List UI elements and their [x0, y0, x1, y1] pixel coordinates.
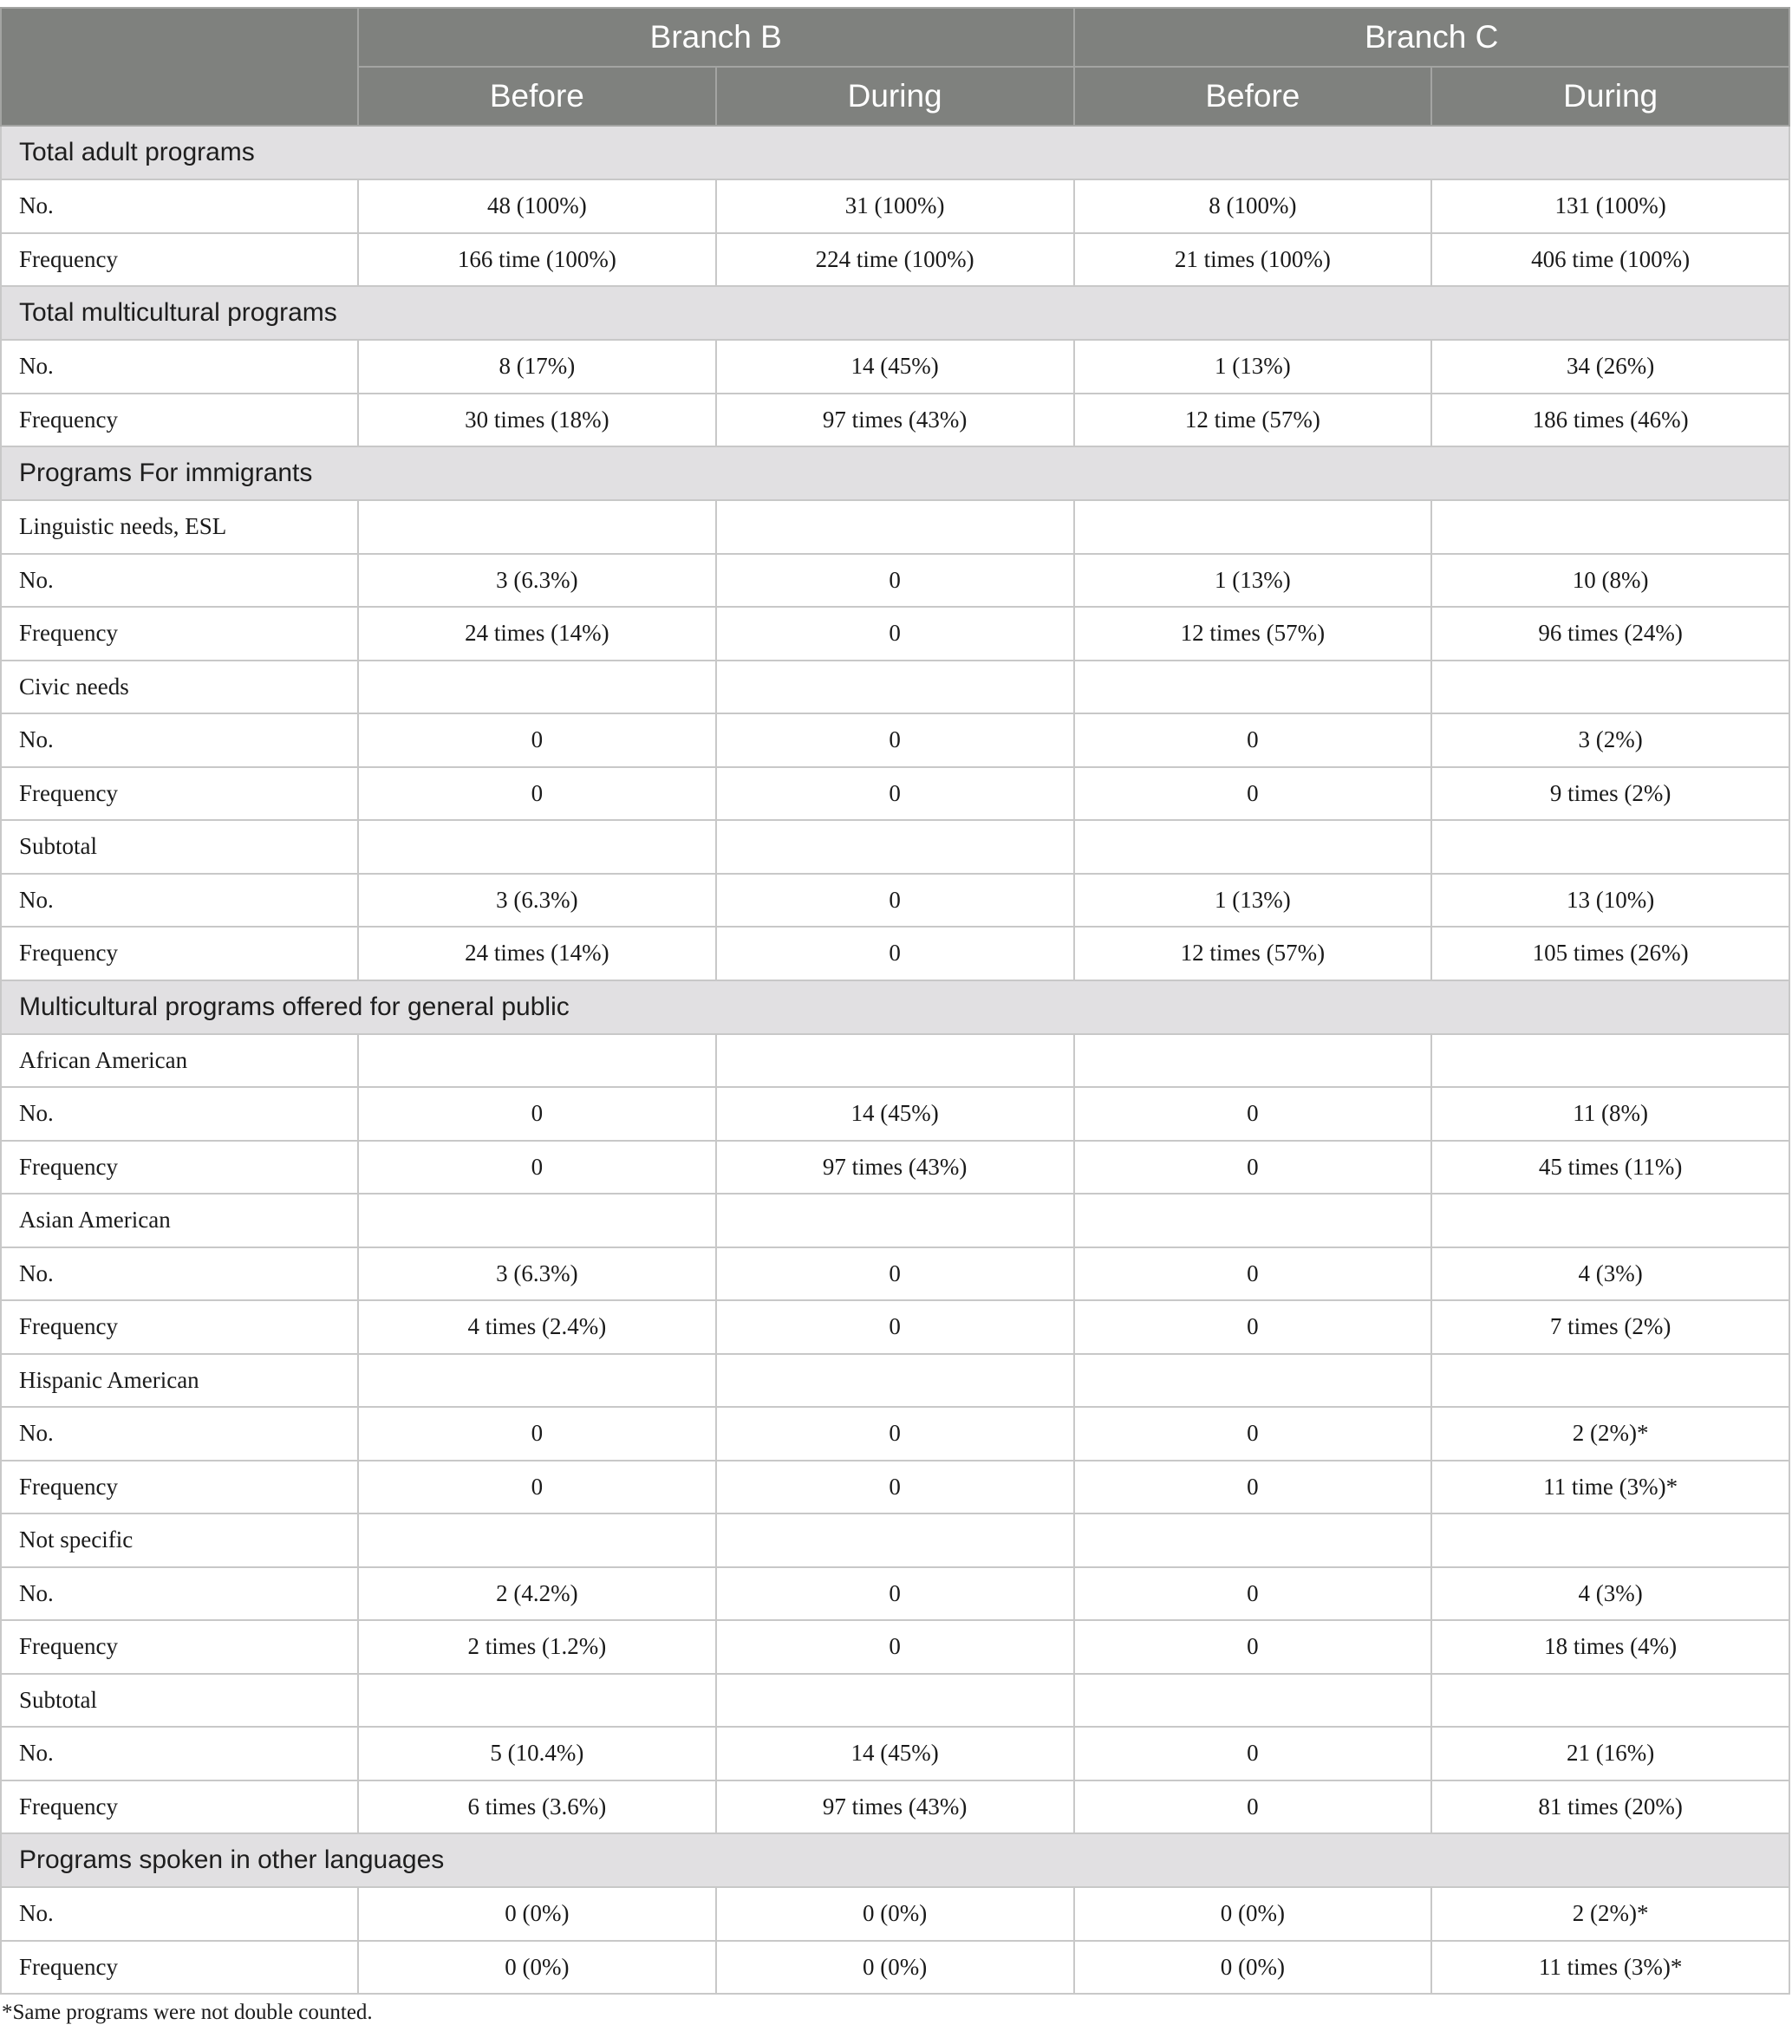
value-cell: 0	[1074, 1780, 1432, 1834]
value-cell	[1074, 1034, 1432, 1088]
value-cell	[716, 1513, 1074, 1567]
value-cell: 0 (0%)	[358, 1887, 716, 1941]
value-cell: 0	[716, 874, 1074, 928]
value-cell: 6 times (3.6%)	[358, 1780, 716, 1834]
value-cell: 0	[1074, 1141, 1432, 1195]
value-cell: 0	[1074, 1620, 1432, 1674]
value-cell	[1431, 500, 1789, 554]
table-row	[1, 874, 1789, 928]
table-row	[1, 340, 1789, 394]
value-cell: 0	[358, 1087, 716, 1141]
table-row	[1, 1087, 1789, 1141]
section-label: Multicultural programs offered for general public	[1, 980, 1789, 1034]
value-cell: 0	[716, 1620, 1074, 1674]
subcategory-label: Asian American	[1, 1194, 358, 1247]
row-label: Frequency	[1, 1300, 358, 1354]
row-label: Frequency	[1, 927, 358, 980]
value-cell: 97 times (43%)	[716, 1141, 1074, 1195]
table-row	[1, 233, 1789, 287]
table-row	[1, 1620, 1789, 1674]
value-cell: 9 times (2%)	[1431, 767, 1789, 821]
value-cell: 224 time (100%)	[716, 233, 1074, 287]
value-cell	[716, 820, 1074, 874]
value-cell	[358, 1194, 716, 1247]
subcategory-row	[1, 500, 1789, 554]
value-cell: 3 (2%)	[1431, 713, 1789, 767]
value-cell: 11 time (3%)*	[1431, 1461, 1789, 1514]
value-cell	[1431, 1034, 1789, 1088]
value-cell: 0	[1074, 1727, 1432, 1780]
value-cell	[716, 1194, 1074, 1247]
value-cell: 0	[1074, 767, 1432, 821]
section-label: Total adult programs	[1, 126, 1789, 179]
value-cell: 81 times (20%)	[1431, 1780, 1789, 1834]
value-cell: 21 times (100%)	[1074, 233, 1432, 287]
table-row	[1, 1567, 1789, 1621]
table-row	[1, 927, 1789, 980]
value-cell: 0	[716, 1567, 1074, 1621]
table-row	[1, 179, 1789, 233]
value-cell	[358, 1034, 716, 1088]
value-cell: 3 (6.3%)	[358, 554, 716, 608]
value-cell	[716, 1034, 1074, 1088]
value-cell: 11 times (3%)*	[1431, 1941, 1789, 1995]
value-cell: 97 times (43%)	[716, 1780, 1074, 1834]
value-cell: 0	[716, 767, 1074, 821]
row-label: No.	[1, 340, 358, 394]
value-cell: 406 time (100%)	[1431, 233, 1789, 287]
value-cell: 1 (13%)	[1074, 340, 1432, 394]
value-cell: 0	[1074, 1461, 1432, 1514]
row-label: Frequency	[1, 1780, 358, 1834]
value-cell	[1074, 1674, 1432, 1728]
value-cell: 10 (8%)	[1431, 554, 1789, 608]
value-cell: 30 times (18%)	[358, 394, 716, 447]
value-cell: 0	[1074, 1567, 1432, 1621]
value-cell	[358, 820, 716, 874]
value-cell: 4 times (2.4%)	[358, 1300, 716, 1354]
value-cell: 24 times (14%)	[358, 607, 716, 661]
value-cell	[716, 661, 1074, 714]
header-branch-b: Branch B	[358, 8, 1074, 67]
value-cell	[716, 500, 1074, 554]
value-cell: 48 (100%)	[358, 179, 716, 233]
value-cell: 12 time (57%)	[1074, 394, 1432, 447]
table-row	[1, 394, 1789, 447]
value-cell	[716, 1354, 1074, 1408]
table-row	[1, 607, 1789, 661]
section-row	[1, 446, 1789, 500]
header-row-groups	[1, 8, 1789, 67]
value-cell	[1431, 820, 1789, 874]
value-cell	[358, 1354, 716, 1408]
table-header	[1, 8, 1789, 126]
value-cell: 166 time (100%)	[358, 233, 716, 287]
value-cell: 7 times (2%)	[1431, 1300, 1789, 1354]
value-cell: 0	[716, 1300, 1074, 1354]
value-cell: 13 (10%)	[1431, 874, 1789, 928]
value-cell: 12 times (57%)	[1074, 927, 1432, 980]
value-cell: 0 (0%)	[358, 1941, 716, 1995]
value-cell	[1074, 1513, 1432, 1567]
section-row	[1, 126, 1789, 179]
value-cell: 0	[716, 1407, 1074, 1461]
row-label: Frequency	[1, 394, 358, 447]
table-row	[1, 1887, 1789, 1941]
value-cell	[358, 1513, 716, 1567]
subcategory-row	[1, 1034, 1789, 1088]
value-cell: 2 (2%)*	[1431, 1407, 1789, 1461]
value-cell: 12 times (57%)	[1074, 607, 1432, 661]
value-cell	[358, 1674, 716, 1728]
value-cell	[1431, 1674, 1789, 1728]
value-cell: 14 (45%)	[716, 1727, 1074, 1780]
subcategory-label: Not specific	[1, 1513, 358, 1567]
header-branch-c: Branch C	[1074, 8, 1790, 67]
value-cell: 0	[716, 927, 1074, 980]
value-cell: 24 times (14%)	[358, 927, 716, 980]
value-cell: 0	[716, 554, 1074, 608]
value-cell	[1431, 661, 1789, 714]
value-cell: 96 times (24%)	[1431, 607, 1789, 661]
value-cell	[1074, 500, 1432, 554]
subcategory-row	[1, 1194, 1789, 1247]
value-cell: 0	[358, 1141, 716, 1195]
value-cell: 1 (13%)	[1074, 874, 1432, 928]
programs-table	[0, 7, 1790, 1995]
value-cell: 11 (8%)	[1431, 1087, 1789, 1141]
subcategory-label: African American	[1, 1034, 358, 1088]
row-label: Frequency	[1, 607, 358, 661]
value-cell: 8 (17%)	[358, 340, 716, 394]
table-row	[1, 767, 1789, 821]
value-cell: 4 (3%)	[1431, 1567, 1789, 1621]
value-cell: 0	[1074, 713, 1432, 767]
value-cell: 0	[358, 767, 716, 821]
table-row	[1, 1407, 1789, 1461]
value-cell: 1 (13%)	[1074, 554, 1432, 608]
table-container	[0, 7, 1790, 1995]
section-label: Programs For immigrants	[1, 446, 1789, 500]
table-row	[1, 1941, 1789, 1995]
row-label: No.	[1, 713, 358, 767]
value-cell: 2 (2%)*	[1431, 1887, 1789, 1941]
section-label: Total multicultural programs	[1, 286, 1789, 340]
table-body	[1, 126, 1789, 1994]
value-cell: 2 times (1.2%)	[358, 1620, 716, 1674]
header-branch-b-during: During	[716, 67, 1074, 126]
value-cell	[1074, 1354, 1432, 1408]
value-cell	[1074, 1194, 1432, 1247]
value-cell: 0	[358, 713, 716, 767]
subcategory-row	[1, 661, 1789, 714]
header-branch-c-before: Before	[1074, 67, 1432, 126]
value-cell: 105 times (26%)	[1431, 927, 1789, 980]
subcategory-label: Subtotal	[1, 820, 358, 874]
value-cell: 14 (45%)	[716, 1087, 1074, 1141]
table-row	[1, 1247, 1789, 1301]
value-cell: 34 (26%)	[1431, 340, 1789, 394]
subcategory-label: Subtotal	[1, 1674, 358, 1728]
value-cell: 4 (3%)	[1431, 1247, 1789, 1301]
table-row	[1, 1300, 1789, 1354]
value-cell: 31 (100%)	[716, 179, 1074, 233]
table-row	[1, 1780, 1789, 1834]
section-row	[1, 1833, 1789, 1887]
row-label: No.	[1, 1407, 358, 1461]
table-row	[1, 1141, 1789, 1195]
row-label: Frequency	[1, 1941, 358, 1995]
value-cell	[358, 661, 716, 714]
value-cell: 0	[716, 1247, 1074, 1301]
value-cell: 2 (4.2%)	[358, 1567, 716, 1621]
header-corner-cell	[1, 8, 358, 126]
value-cell: 97 times (43%)	[716, 394, 1074, 447]
row-label: Frequency	[1, 233, 358, 287]
value-cell	[358, 500, 716, 554]
value-cell: 0 (0%)	[716, 1941, 1074, 1995]
value-cell: 14 (45%)	[716, 340, 1074, 394]
row-label: Frequency	[1, 767, 358, 821]
subcategory-row	[1, 1674, 1789, 1728]
row-label: No.	[1, 554, 358, 608]
subcategory-label: Civic needs	[1, 661, 358, 714]
section-row	[1, 980, 1789, 1034]
table-row	[1, 1727, 1789, 1780]
value-cell: 3 (6.3%)	[358, 874, 716, 928]
value-cell: 0	[716, 713, 1074, 767]
value-cell	[716, 1674, 1074, 1728]
value-cell: 0 (0%)	[1074, 1887, 1432, 1941]
subcategory-row	[1, 1354, 1789, 1408]
value-cell: 0	[1074, 1087, 1432, 1141]
subcategory-row	[1, 820, 1789, 874]
value-cell: 18 times (4%)	[1431, 1620, 1789, 1674]
value-cell: 3 (6.3%)	[358, 1247, 716, 1301]
value-cell: 0	[1074, 1300, 1432, 1354]
row-label: Frequency	[1, 1620, 358, 1674]
value-cell	[1074, 820, 1432, 874]
table-row	[1, 713, 1789, 767]
value-cell	[1431, 1194, 1789, 1247]
header-branch-c-during: During	[1431, 67, 1789, 126]
section-row	[1, 286, 1789, 340]
value-cell	[1431, 1354, 1789, 1408]
row-label: No.	[1, 179, 358, 233]
row-label: No.	[1, 874, 358, 928]
table-footnote: *Same programs were not double counted.	[2, 2001, 373, 2024]
value-cell: 8 (100%)	[1074, 179, 1432, 233]
row-label: No.	[1, 1567, 358, 1621]
table-row	[1, 554, 1789, 608]
value-cell: 131 (100%)	[1431, 179, 1789, 233]
row-label: No.	[1, 1727, 358, 1780]
subcategory-label: Hispanic American	[1, 1354, 358, 1408]
row-label: Frequency	[1, 1141, 358, 1195]
subcategory-row	[1, 1513, 1789, 1567]
row-label: No.	[1, 1887, 358, 1941]
value-cell: 186 times (46%)	[1431, 394, 1789, 447]
value-cell: 5 (10.4%)	[358, 1727, 716, 1780]
row-label: No.	[1, 1087, 358, 1141]
value-cell: 0 (0%)	[716, 1887, 1074, 1941]
value-cell: 0	[1074, 1407, 1432, 1461]
header-branch-b-before: Before	[358, 67, 716, 126]
value-cell	[1074, 661, 1432, 714]
row-label: No.	[1, 1247, 358, 1301]
value-cell	[1431, 1513, 1789, 1567]
value-cell: 0	[716, 1461, 1074, 1514]
value-cell: 0	[716, 607, 1074, 661]
value-cell: 0	[358, 1461, 716, 1514]
table-row	[1, 1461, 1789, 1514]
section-label: Programs spoken in other languages	[1, 1833, 1789, 1887]
row-label: Frequency	[1, 1461, 358, 1514]
value-cell: 0	[358, 1407, 716, 1461]
value-cell: 0 (0%)	[1074, 1941, 1432, 1995]
value-cell: 0	[1074, 1247, 1432, 1301]
value-cell: 21 (16%)	[1431, 1727, 1789, 1780]
subcategory-label: Linguistic needs, ESL	[1, 500, 358, 554]
value-cell: 45 times (11%)	[1431, 1141, 1789, 1195]
